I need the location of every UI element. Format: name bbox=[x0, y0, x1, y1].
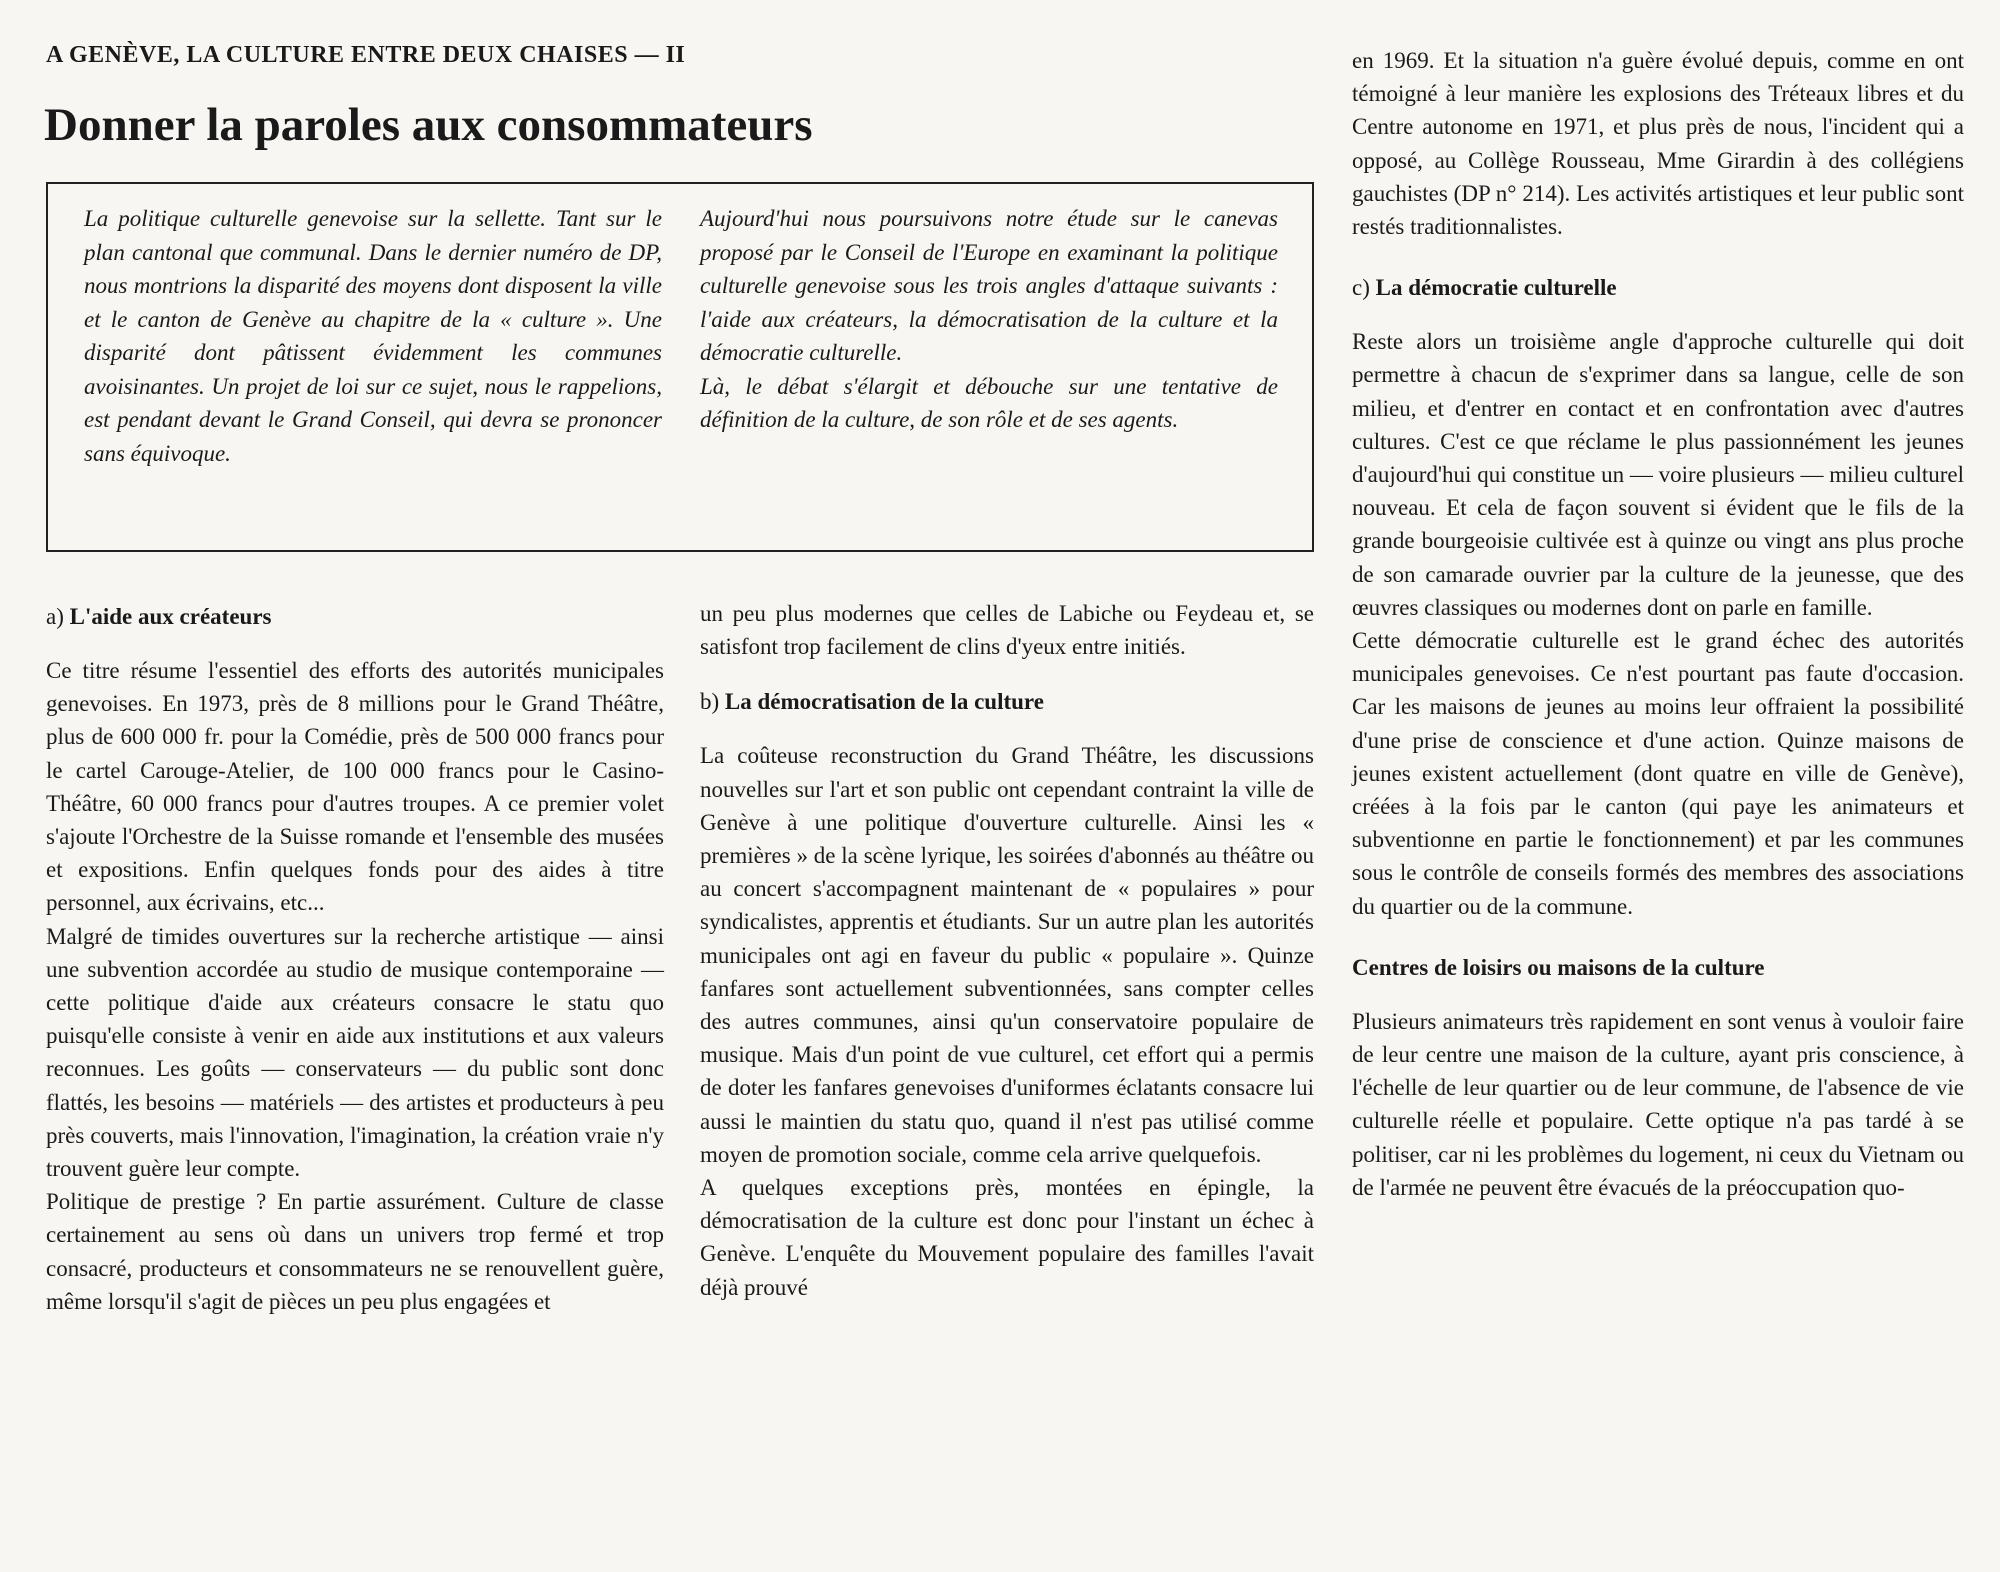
section-c-paragraph-2: Cette démocratie culturelle est le grand échec des autorités municipales genevoises. Ce n'est pourtant pas faute d'occasion. Car les maisons de jeunes au moins leur offraient la possibilité d'une prise de conscience et d'une action. Quinze maisons de jeunes existent actuellement (dont quatre en ville de Genève), créées à la fois par le canton (qui paye les animateurs et subventionne en partie le fonctionnement) et par les communes sous le contrôle de conseils formés des membres des associations du quartier ou de la commune. bbox=[1352, 628, 1964, 919]
section-b-mark: b) bbox=[700, 689, 720, 715]
section-a-title: L'aide aux créateurs bbox=[69, 604, 272, 629]
section-c-title: La démocratie culturelle bbox=[1375, 275, 1617, 301]
section-b-title: La démocratisation de la culture bbox=[724, 689, 1044, 715]
section-d-title: Centres de loisirs ou maisons de la culture bbox=[1352, 954, 1765, 980]
column-3 bbox=[1352, 44, 1964, 1204]
section-a-heading bbox=[46, 600, 664, 634]
section-b-heading bbox=[700, 685, 1314, 719]
column-2 bbox=[700, 597, 1314, 1304]
spacer bbox=[700, 719, 1314, 739]
intro-right-2: Là, le débat s'élargit et débouche sur une tentative de définition de la culture, de son rôle et de ses agents. bbox=[700, 373, 1278, 432]
section-d-paragraph-1: Plusieurs animateurs très rapidement en sont venus à vouloir faire de leur centre une maison de la culture, ayant pris conscience, à l'échelle de leur quartier ou de leur commune, de l'absence de vie culturelle réelle et populaire. Cette optique n'a pas tardé à se politiser, car ni les problèmes du logement, ni ceux du Vietnam ou de l'armée ne peuvent être évacués de la préoccupation quo- bbox=[1352, 1008, 1964, 1200]
section-a-paragraph-3: Politique de prestige ? En partie assurément. Culture de classe certainement au sens où dans un univers trop fermé et trop consacré, producteurs et consommateurs ne se renouvellent guère, même lorsqu'il s'agit de pièces un peu plus engagées et bbox=[46, 1189, 664, 1314]
spacer bbox=[1352, 305, 1964, 325]
kicker: A GENÈVE, LA CULTURE ENTRE DEUX CHAISES — II bbox=[46, 42, 686, 68]
section-a-paragraph-2: Malgré de timides ouvertures sur la recherche artistique — ainsi une subvention accordée au studio de musique contemporaine — cette politique d'aide aux créateurs consacre le statu quo puisqu'elle consiste à venir en aide aux institutions et aux valeurs reconnues. Les goûts — conservateurs — du public sont donc flattés, les besoins — matériels — des artistes et producteurs à peu près couverts, mais l'innovation, l'imagination, la création vraie n'y trouvent guère leur compte. bbox=[46, 923, 664, 1182]
spacer bbox=[700, 663, 1314, 685]
spacer bbox=[46, 634, 664, 654]
section-a-paragraph-1: Ce titre résume l'essentiel des efforts des autorités municipales genevoises. En 1973, près de 8 millions pour le Grand Théâtre, plus de 600 000 fr. pour la Comédie, près de 500 000 francs pour le cartel Carouge-Atelier, de 100 000 francs pour le Casino-Théâtre, 60 000 francs pour d'autres troupes. A ce premier volet s'ajoute l'Orchestre de la Suisse romande et l'ensemble des musées et expositions. Enfin quelques fonds pour des aides à titre personnel, aux écrivains, etc... bbox=[46, 658, 664, 916]
section-c-paragraph-1: Reste alors un troisième angle d'approche culturelle qui doit permettre à chacun de s'exprimer dans sa langue, celle de son milieu, et d'entrer en contact et en confrontation avec d'autres cultures. C'est ce que réclame le plus passionnément les jeunes d'aujourd'hui qui constitue un — voire plusieurs — milieu culturel nouveau. Et cela de façon souvent si évident que le fils de la grande bourgeoisie cultivée est à quinze ou vingt ans plus proche de son camarade ouvrier par la culture de la jeunesse, que des œuvres classiques ou modernes dont on parle en famille. bbox=[1352, 329, 1964, 620]
section-a-paragraph-3-continued: un peu plus modernes que celles de Labiche ou Feydeau et, se satisfont trop facilement de clins d'yeux entre initiés. bbox=[700, 601, 1314, 660]
section-b-paragraph-2-continued: en 1969. Et la situation n'a guère évolué depuis, comme en ont témoigné à leur manière les explosions des Tréteaux libres et du Centre autonome en 1971, et plus près de nous, l'incident qui a opposé, au Collège Rousseau, Mme Girardin à des collégiens gauchistes (DP n° 214). Les activités artistiques et leur public sont restés traditionnalistes. bbox=[1352, 48, 1964, 240]
page-title: Donner la paroles aux consommateurs bbox=[44, 99, 813, 151]
intro-right: Aujourd'hui nous poursuivons notre étude sur le canevas proposé par le Conseil de l'Europe en examinant la politique culturelle genevoise sous les trois angles d'attaque suivants : l'aide aux créateurs, la démocratisation de la culture et la démocratie culturelle. bbox=[700, 206, 1278, 365]
section-b-paragraph-1: La coûteuse reconstruction du Grand Théâtre, les discussions nouvelles sur l'art et son public ont cependant contraint la ville de Genève à une politique d'ouverture culturelle. Ainsi les « premières » de la scène lyrique, les soirées d'abonnés au théâtre ou au concert s'accompagnent maintenant de « populaires » pour syndicalistes, apprentis et étudiants. Sur un autre plan les autorités municipales ont agi en faveur du public « populaire ». Quinze fanfares sont actuellement subventionnées, sans compter celles des autres communes, ainsi qu'un conservatoire populaire de musique. Mais d'un point de vue culturel, cet effort qui a permis de doter les fanfares genevoises d'uniformes éclatants consacre lui aussi le maintien du statu quo, quand il n'est pas utilisé comme moyen de promotion sociale, comme cela arrive quelquefois. bbox=[700, 743, 1314, 1167]
section-b-paragraph-2: A quelques exceptions près, montées en épingle, la démocratisation de la culture est donc pour l'instant un échec à Genève. L'enquête du Mouvement populaire des familles l'avait déjà prouvé bbox=[700, 1175, 1314, 1300]
spacer bbox=[1352, 243, 1964, 271]
column-1 bbox=[46, 600, 664, 1318]
spacer bbox=[1352, 985, 1964, 1005]
intro-box bbox=[46, 182, 1314, 552]
section-c-heading bbox=[1352, 271, 1964, 305]
intro-left: La politique culturelle genevoise sur la sellette. Tant sur le plan cantonal que communal. Dans le dernier numéro de DP, nous montrions la disparité des moyens dont disposent la ville et le canton de Genève au chapitre de la « culture ». Une disparité dont pâtissent évidemment les communes avoisinantes. Un projet de loi sur ce sujet, nous le rappelions, est pendant devant le Grand Conseil, qui devra se prononcer sans équivoque. bbox=[84, 206, 662, 466]
section-c-mark: c) bbox=[1352, 275, 1370, 301]
spacer bbox=[1352, 923, 1964, 951]
section-a-mark: a) bbox=[46, 604, 64, 629]
intro-right-col bbox=[700, 202, 1278, 437]
